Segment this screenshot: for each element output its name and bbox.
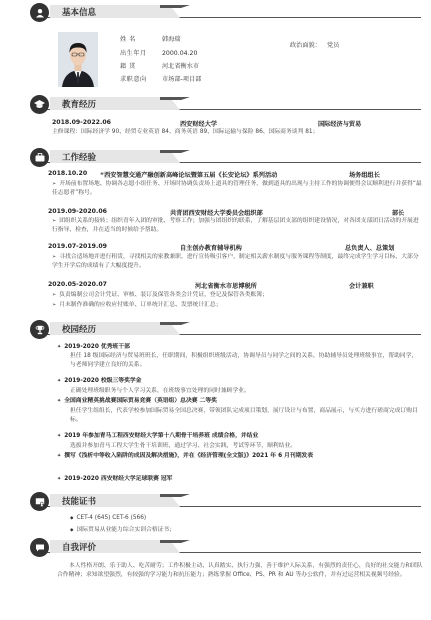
edu-courses: 主修课程：国际经济学 90、经贸专业英语 84、商务英语 89、国际运输与保险 86、国际商务谈判 81； xyxy=(52,129,319,135)
political-row: 政治面貌： 党员 xyxy=(290,42,340,49)
job-title: 共青团西安财经大学委员会组织部 xyxy=(170,210,263,217)
section-title: 基本信息 xyxy=(62,8,97,18)
name-value: 韩海瑞 xyxy=(162,36,181,43)
campus-award: ✦ 2019-2020 西安财经大学足球联赛 冠军 xyxy=(57,475,172,484)
education-section xyxy=(0,92,431,114)
edu-school: 西安财经大学 xyxy=(180,121,218,128)
campus-award: ✦ 2019 年参加青马工程西安财经大学第十八期骨干培养班 成绩合格，并结业 xyxy=(57,432,258,441)
section-header xyxy=(0,145,431,167)
job-bullet: ➢ 负责编制公司会计凭证、审核、装订及保管各类会计凭证，登记及保管各类账簿； xyxy=(52,291,422,300)
section-header xyxy=(0,317,431,339)
trophy-icon xyxy=(30,320,49,339)
section-header xyxy=(0,0,431,22)
profile-photo xyxy=(58,32,98,87)
basic-info-section xyxy=(0,0,431,22)
cert-item: ◆ CET-4 (645) CET-6 (566) xyxy=(70,514,146,523)
section-header xyxy=(0,489,431,511)
edu-period: 2018.09-2022.06 xyxy=(52,119,111,126)
job-role: 场务组组长 xyxy=(349,172,380,179)
job-role: 会计兼职 xyxy=(349,283,374,290)
person-icon xyxy=(30,3,49,22)
campus-detail: 担任学生组组长，代表学校参加国际贸易全国总决赛，带领团队完成项目策划，展厅设计与布置，商品展示，与买方进行磋商完成订购目标。 xyxy=(70,408,418,423)
edu-major: 国际经济与贸易 xyxy=(318,121,362,128)
birth-value: 2000.04.20 xyxy=(162,50,198,57)
political-value: 党员 xyxy=(326,42,340,49)
campus-award: ✦ 2019-2020 优秀班干部 xyxy=(57,343,130,352)
name-row: 姓 名 韩海瑞 xyxy=(120,36,181,43)
self-eval-text: 本人性格开朗、乐于助人、吃苦耐劳；工作积极主动、认真踏实、执行力强，善于维护人际关系，有强烈的责任心，良好的社交能力和团队合作精神；求知欲望强烈，有较强的学习能力和抗压能力；熟练掌握 Office、PS、PR 和 AU 等办公软件，并有过运营相关视频号经验。 xyxy=(57,563,423,578)
campus-detail: 选拔并参加青马工程大学生骨干培训班，通过学习、社会实践，考试等环节，顺利结业。 xyxy=(70,443,297,449)
section-header xyxy=(0,535,431,557)
chat-icon xyxy=(30,538,49,557)
job-date: 2020.05-2020.07 xyxy=(48,281,107,288)
intent-row: 求职意向 市场部-项目部 xyxy=(120,76,202,83)
job-date: 2018.10.20 xyxy=(48,170,88,177)
certificate-icon xyxy=(30,492,49,511)
campus-award: ✦ 全国商业精英挑战赛国际贸易竞赛（英语组）总决赛 二等奖 xyxy=(57,397,217,406)
job-title: 河北省衡水市思博税所 xyxy=(195,283,257,290)
work-section xyxy=(0,145,431,167)
native-row: 籍 贯 河北省衡水市 xyxy=(120,63,200,70)
section-title: 工作经验 xyxy=(62,153,97,163)
certs-section xyxy=(0,489,431,511)
job-bullet: ➢ 寻找合适场地并进行租赁，寻找相关的家教兼职，进行宣传吸引客户，制定相关薪水制度与服务课程等制度，最终完成学生学习目标，大部分学生开学后的成绩有了大幅度提升。 xyxy=(52,253,422,271)
section-title: 校园经历 xyxy=(62,325,97,335)
job-title: 自主创办教育辅导机构 xyxy=(180,245,242,252)
campus-detail: 正确处理班级职务与个人学习关系，在班级事宜处理的同时兼顾学业。 xyxy=(70,388,250,394)
job-role: 部长 xyxy=(392,210,405,217)
job-bullet: ➢ 开场前布置场地、协调各志愿小组任务、开场时协调负责场上道具的管理任务，做到道具的出现与主持工作的协调便得会议顺利进行并获得“最佳志愿者”称号。 xyxy=(52,180,422,198)
job-title: “西安智慧交通产融创新高峰论坛暨第五届《长安论坛》系列活动 xyxy=(100,172,278,179)
self-eval-section xyxy=(0,535,431,557)
job-bullet: ➢ 团组织关系的接转；组织青年入团的审批、考察工作；加强与团组织的联系，了解基层团支部的组织建设情况，对各团支部团日活动的开展进行指导、检查，并在适当的时候给予帮助。 xyxy=(52,217,422,235)
job-date: 2019.09-2020.06 xyxy=(48,208,107,215)
campus-section xyxy=(0,317,431,339)
native-value: 河北省衡水市 xyxy=(162,63,200,70)
job-role: 总负责人、总策划 xyxy=(345,245,395,252)
section-title: 技能证书 xyxy=(62,497,97,507)
section-title: 自我评价 xyxy=(62,543,97,553)
cert-item: ◆ 国际贸易从业能力综合实训合格证书； xyxy=(70,526,175,535)
briefcase-icon xyxy=(30,148,49,167)
campus-award: ✦ 撰写《浅析中等收入陷阱的成因及解决措施》，并在《经济管理(全文版)》2021 年 6 月刊期发表 xyxy=(57,452,422,461)
section-header xyxy=(0,92,431,114)
birth-row: 出生年月 2000.04.20 xyxy=(120,50,198,57)
campus-detail: 担任 18 级国际经济与贸易班班长，任职期间，积极组织班级活动，协调导员与同学之间的关系，协助辅导员处理班级事宜，帮助同学，与老师同学建立良好的关系。 xyxy=(70,353,418,368)
job-bullet: ➢ 月末制作准确的应收应付账单、订单统计汇总、发票统计汇总； xyxy=(52,301,422,310)
job-date: 2019.07-2019.09 xyxy=(48,243,107,250)
graduation-cap-icon xyxy=(30,95,49,114)
intent-value: 市场部-项目部 xyxy=(162,76,202,83)
section-title: 教育经历 xyxy=(62,100,97,110)
campus-award: ✦ 2019-2020 校级三等奖学金 xyxy=(57,377,141,386)
